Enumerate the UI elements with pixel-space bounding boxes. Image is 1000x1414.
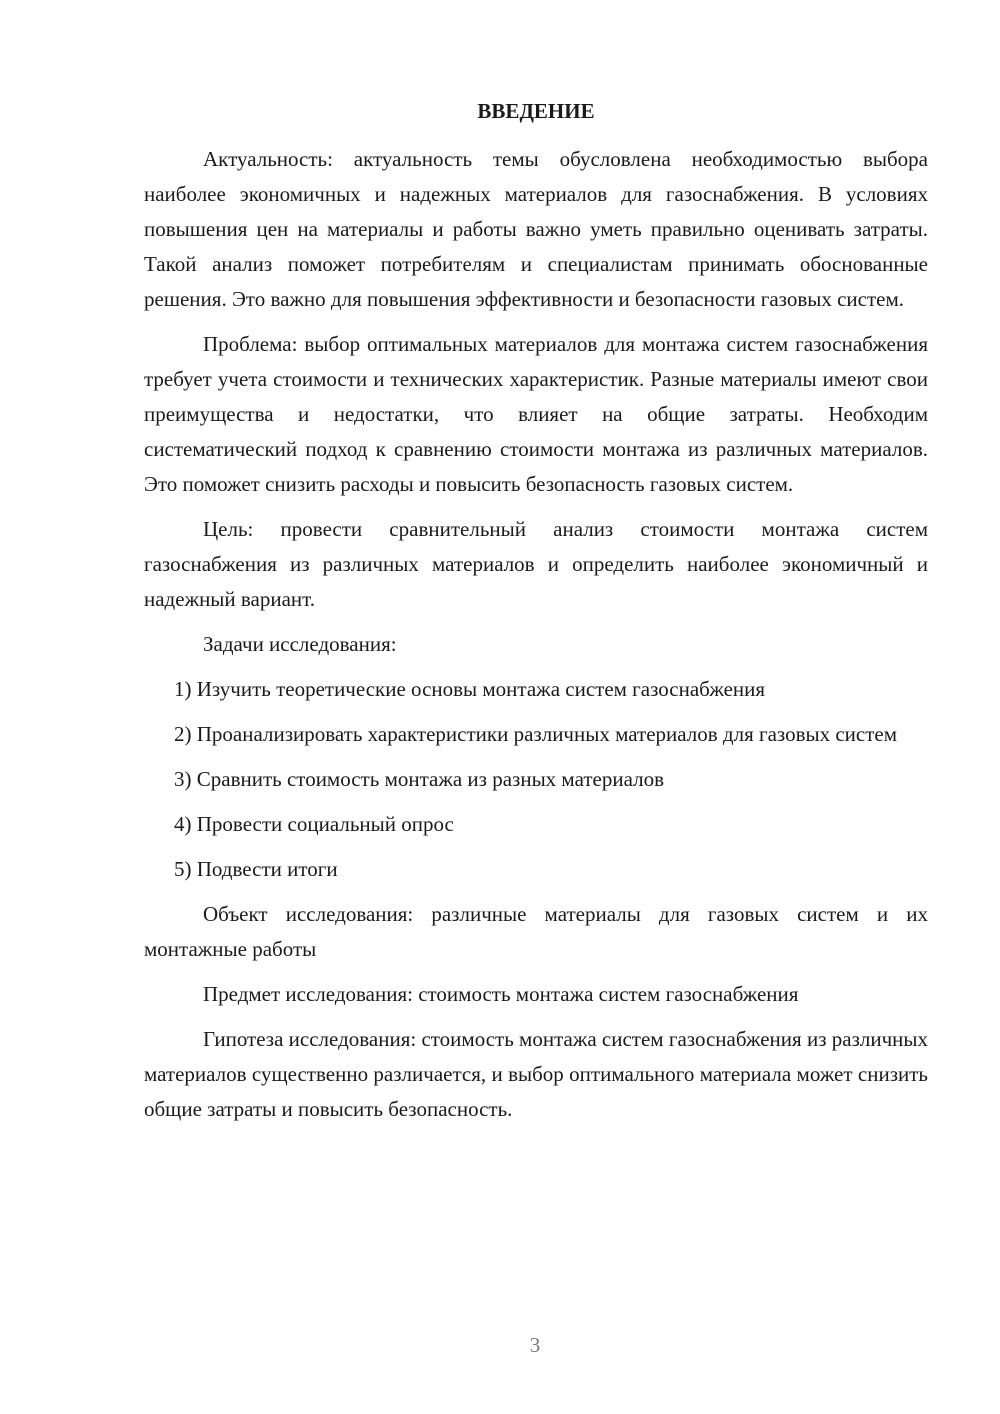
task-item-5: 5) Подвести итоги (174, 857, 338, 881)
paragraph-relevance: Актуальность: актуальность темы обусловлена необходимостью выбора наиболее экономичных и надежных материалов для газоснабжения. В условиях повышения цен на материалы и работы важно уметь правильно оценивать затраты. Такой анализ поможет потребителям и специалистам принимать обоснованные решения. Это важно для повышения эффективности и безопасности газовых систем. (144, 147, 928, 311)
paragraph-hypothesis: Гипотеза исследования: стоимость монтажа систем газоснабжения из различных материалов существенно различается, и выбор оптимального материала может снизить общие затраты и повысить безопасность. (144, 1027, 928, 1121)
task-item-2: 2) Проанализировать характеристики различных материалов для газовых систем (174, 722, 898, 746)
task-item-4: 4) Провести социальный опрос (174, 812, 454, 836)
paragraph-problem: Проблема: выбор оптимальных материалов для монтажа систем газоснабжения требует учета стоимости и технических характеристик. Разные материалы имеют свои преимущества и недостатки, что влияет на общие затраты. Необходим систематический подход к сравнению стоимости монтажа из различных материалов. Это поможет снизить расходы и повысить безопасность газовых систем. (144, 332, 928, 496)
tasks-heading: Задачи исследования: (203, 632, 397, 656)
document-page (144, 96, 928, 1137)
paragraph-subject: Предмет исследования: стоимость монтажа систем газоснабжения (203, 982, 799, 1006)
task-item-3: 3) Сравнить стоимость монтажа из разных материалов (174, 767, 664, 791)
document-title: ВВЕДЕНИЕ (477, 99, 595, 123)
paragraph-object: Объект исследования: различные материалы для газовых систем и их монтажные работы (144, 902, 928, 961)
task-item-1: 1) Изучить теоретические основы монтажа систем газоснабжения (174, 677, 766, 701)
page-number: 3 (529, 1333, 541, 1357)
paragraph-goal: Цель: провести сравнительный анализ стоимости монтажа систем газоснабжения из различных материалов и определить наиболее экономичный и надежный вариант. (144, 517, 928, 611)
